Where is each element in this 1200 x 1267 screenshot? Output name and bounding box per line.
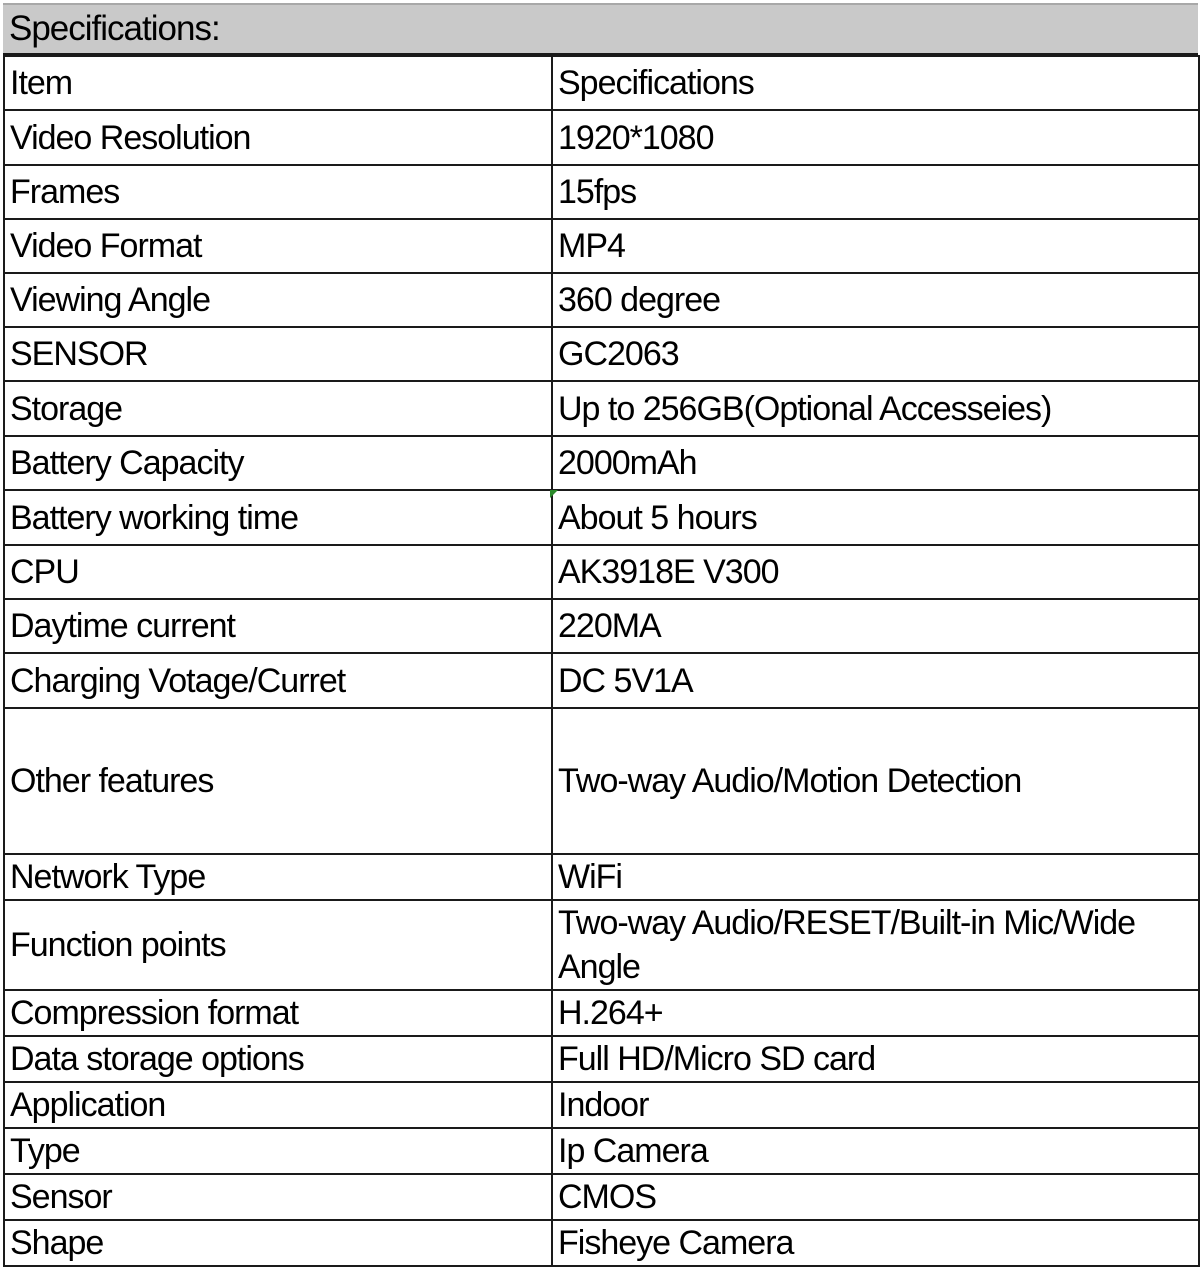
- table-row: [4, 900, 1199, 990]
- row-item: Function points: [4, 900, 552, 990]
- row-value: 220MA: [552, 599, 1199, 653]
- row-value: 360 degree: [552, 273, 1199, 327]
- row-item: Video Format: [4, 219, 552, 273]
- row-value: WiFi: [552, 854, 1199, 900]
- row-item: Application: [4, 1082, 552, 1128]
- table-row: [4, 327, 1199, 381]
- row-item: Sensor: [4, 1174, 552, 1220]
- row-value: Fisheye Camera: [552, 1220, 1199, 1266]
- table-row: [4, 1174, 1199, 1220]
- row-value: H.264+: [552, 990, 1199, 1036]
- row-item: Battery Capacity: [4, 436, 552, 490]
- row-item: CPU: [4, 545, 552, 599]
- table-row: [4, 273, 1199, 327]
- table-row: [4, 1128, 1199, 1174]
- row-value: Up to 256GB(Optional Accesseies): [552, 381, 1199, 436]
- row-item: Frames: [4, 165, 552, 219]
- table-row: [4, 653, 1199, 708]
- row-item: Battery working time: [4, 490, 552, 545]
- row-value: Full HD/Micro SD card: [552, 1036, 1199, 1082]
- row-item: SENSOR: [4, 327, 552, 381]
- table-row: [4, 110, 1199, 165]
- table-row: [4, 545, 1199, 599]
- cell-comment-marker: [550, 490, 558, 498]
- row-value: About 5 hours: [552, 490, 1199, 545]
- table-row: [4, 990, 1199, 1036]
- row-value: GC2063: [552, 327, 1199, 381]
- header-specifications: Specifications: [552, 56, 1199, 110]
- row-item: Other features: [4, 708, 552, 854]
- row-value: DC 5V1A: [552, 653, 1199, 708]
- row-item: Shape: [4, 1220, 552, 1266]
- row-value: Ip Camera: [552, 1128, 1199, 1174]
- table-row: [4, 165, 1199, 219]
- table-row: [4, 1036, 1199, 1082]
- row-item: Charging Votage/Curret: [4, 653, 552, 708]
- table-row: [4, 854, 1199, 900]
- row-value: Two-way Audio/RESET/Built-in Mic/Wide Angle: [552, 900, 1199, 990]
- row-value: CMOS: [552, 1174, 1199, 1220]
- header-item: Item: [4, 56, 552, 110]
- table-row: [4, 1220, 1199, 1266]
- table-row: [4, 490, 1199, 545]
- sheet-title: Specifications:: [3, 3, 1198, 55]
- row-value: Two-way Audio/Motion Detection: [552, 708, 1199, 854]
- row-item: Compression format: [4, 990, 552, 1036]
- table-row: [4, 436, 1199, 490]
- row-item: Daytime current: [4, 599, 552, 653]
- table-row: [4, 381, 1199, 436]
- row-value: 15fps: [552, 165, 1199, 219]
- row-value: 2000mAh: [552, 436, 1199, 490]
- table-row: [4, 599, 1199, 653]
- table-row: [4, 708, 1199, 854]
- row-item: Type: [4, 1128, 552, 1174]
- row-value: Indoor: [552, 1082, 1199, 1128]
- table-row: [4, 219, 1199, 273]
- row-value: MP4: [552, 219, 1199, 273]
- row-item: Storage: [4, 381, 552, 436]
- row-item: Data storage options: [4, 1036, 552, 1082]
- header-row: [4, 56, 1199, 110]
- table-row: [4, 1082, 1199, 1128]
- row-value: 1920*1080: [552, 110, 1199, 165]
- row-item: Network Type: [4, 854, 552, 900]
- row-value: AK3918E V300: [552, 545, 1199, 599]
- row-item: Viewing Angle: [4, 273, 552, 327]
- spec-table: [3, 55, 1200, 1267]
- row-item: Video Resolution: [4, 110, 552, 165]
